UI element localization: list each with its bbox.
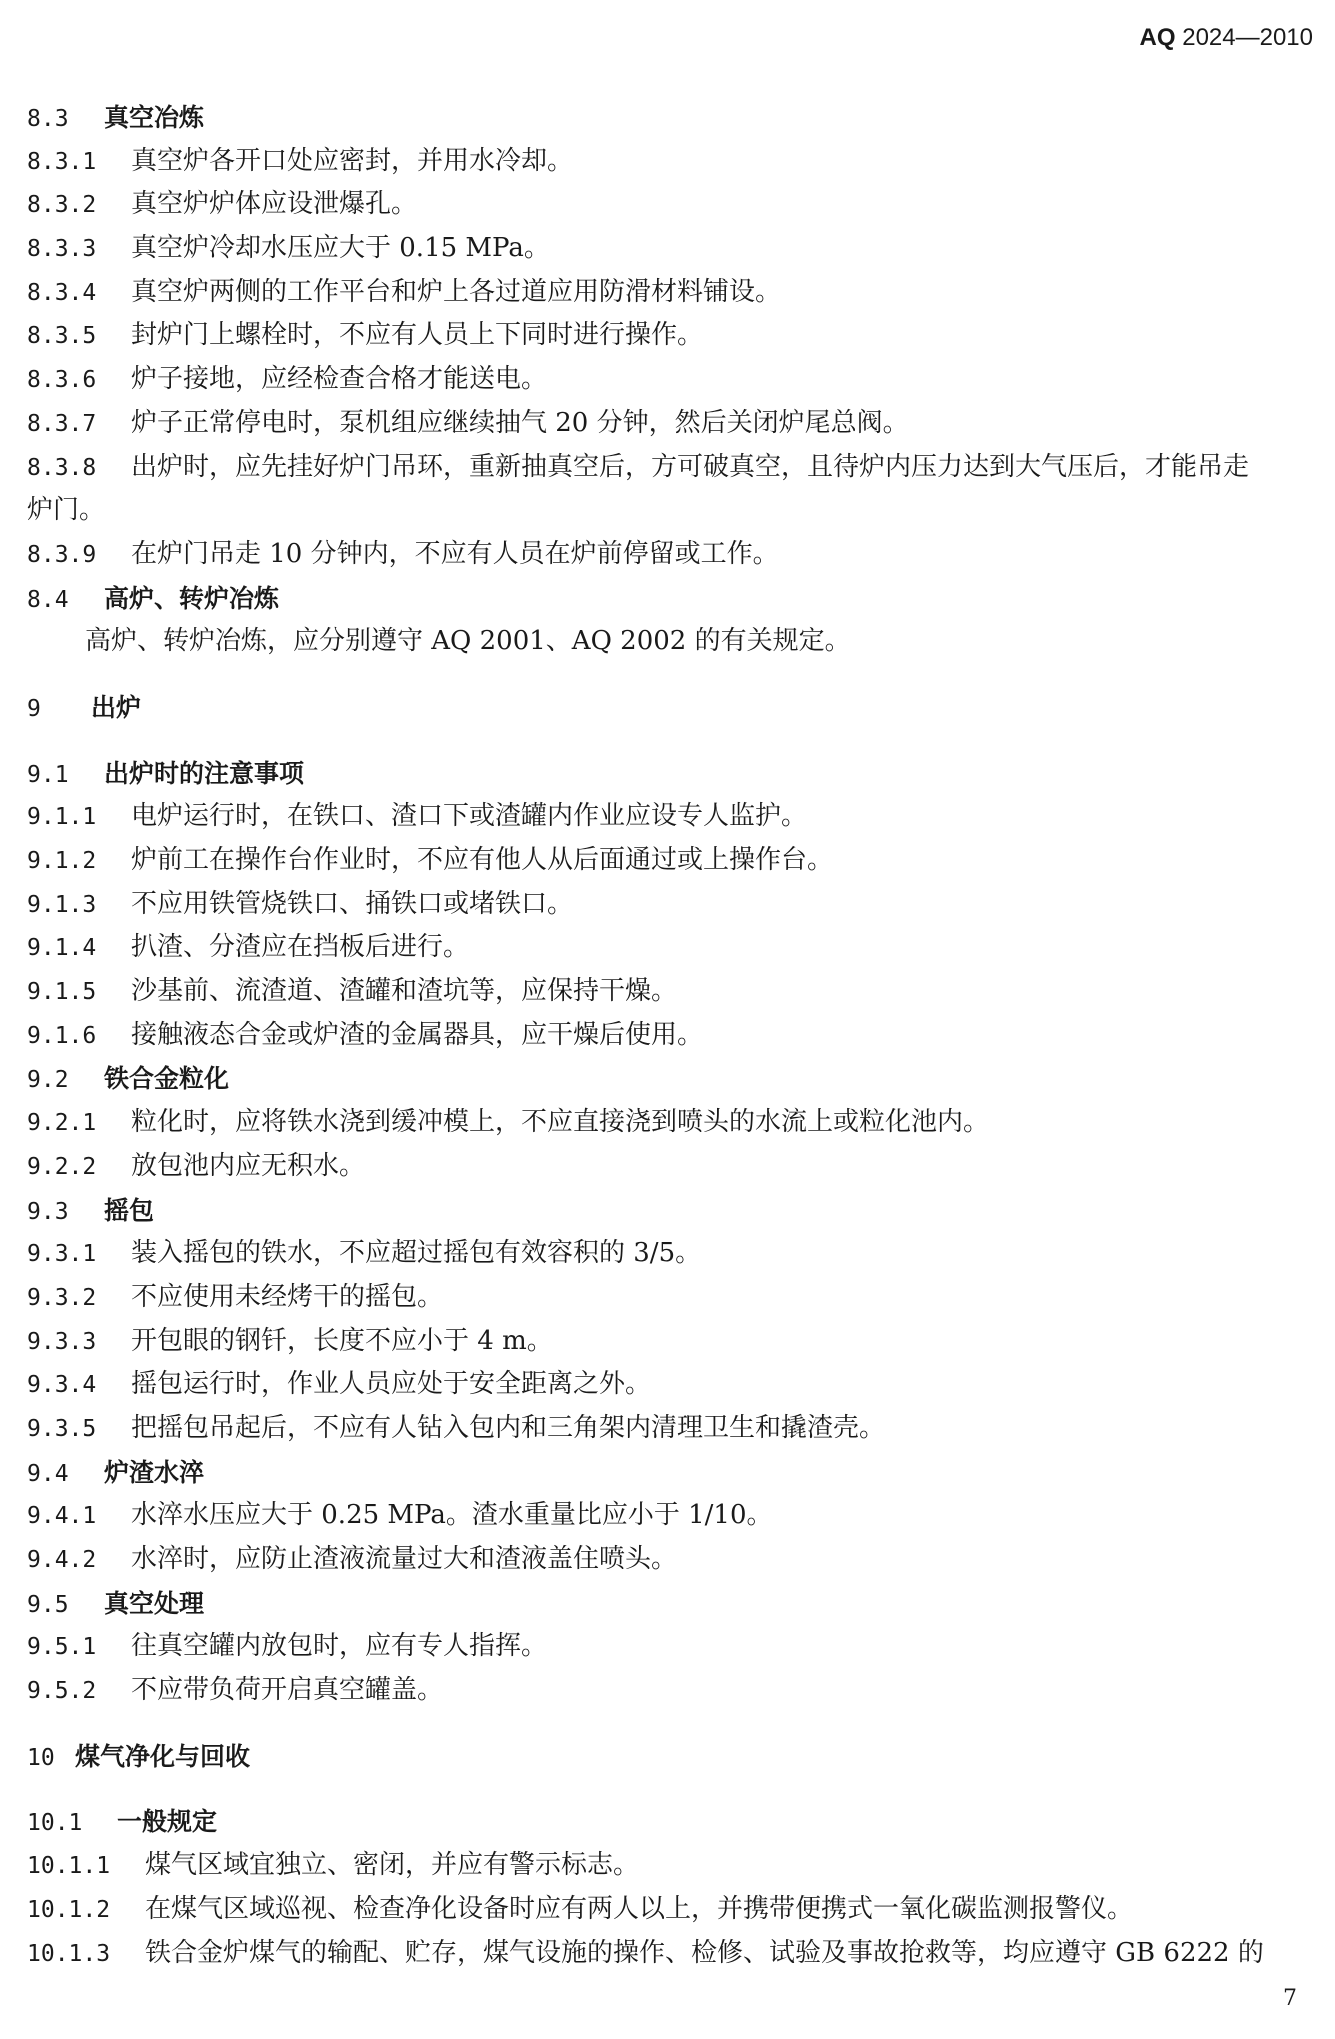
clause-9-3-3 [27, 1320, 1312, 1364]
clause-text: 水淬时，应防止渣液流量过大和渣液盖住喷头。 [131, 1544, 678, 1574]
clause-10-1-3 [27, 1932, 1312, 1976]
clause-9-3-1 [27, 1232, 1312, 1276]
clause-text: 摇包运行时，作业人员应处于安全距离之外。 [131, 1369, 652, 1400]
section-number: 9.3 [27, 1198, 69, 1225]
section-title: 出炉时的注意事项 [104, 758, 305, 788]
chapter-10 [27, 1735, 1312, 1779]
page-header [1140, 24, 1313, 52]
section-title: 高炉、转炉冶炼 [104, 583, 280, 613]
clause-text: 装入摇包的铁水，不应超过摇包有效容积的 3/5。 [131, 1238, 702, 1269]
clause-8-3-7 [27, 402, 1312, 446]
section-title: 铁合金粒化 [104, 1064, 230, 1094]
section-title: 真空冶炼 [104, 103, 205, 132]
section-8-4-paragraph: 高炉、转炉冶炼，应分别遵守 AQ 2001、AQ 2002 的有关规定。 [85, 626, 851, 657]
clause-number: 8.3.7 [27, 410, 97, 437]
clause-text: 在煤气区域巡视、检查净化设备时应有两人以上，并携带便携式一氧化碳监测报警仪。 [145, 1893, 1134, 1924]
clause-text: 真空炉冷却水压应大于 0.15 MPa。 [131, 233, 550, 264]
clause-8-3-4 [27, 271, 1312, 315]
clause-text: 出炉时，应先挂好炉门吊环，重新抽真空后，方可破真空，且待炉内压力达到大气压后，才能吊走 [131, 451, 1250, 482]
clause-text: 开包眼的钢钎，长度不应小于 4 m。 [131, 1325, 553, 1356]
clause-number: 8.3.5 [27, 323, 97, 350]
clause-text: 在炉门吊走 10 分钟内，不应有人员在炉前停留或工作。 [131, 538, 779, 569]
clause-9-3-4 [27, 1363, 1312, 1407]
clause-9-3-5 [27, 1407, 1312, 1451]
clause-text: 不应带负荷开启真空罐盖。 [131, 1675, 444, 1706]
clause-number: 9.2.2 [27, 1153, 97, 1180]
clause-9-5-2 [27, 1669, 1312, 1713]
clause-number: 10.1.1 [27, 1853, 111, 1880]
section-9-1 [27, 752, 1312, 796]
clause-8-3-8-continuation [27, 489, 1312, 533]
clause-number: 9.5.1 [27, 1634, 97, 1661]
clause-text: 铁合金炉煤气的输配、贮存，煤气设施的操作、检修、试验及事故抢救等，均应遵守 GB 6222 的 [145, 1937, 1264, 1968]
clause-number: 9.4.2 [27, 1547, 97, 1573]
section-title: 炉渣水淬 [104, 1457, 205, 1487]
clause-number: 9.3.4 [27, 1372, 97, 1399]
clause-9-2-1 [27, 1101, 1312, 1145]
clause-8-3-9 [27, 533, 1312, 577]
clause-text: 炉子接地，应经检查合格才能送电。 [131, 364, 548, 395]
clause-text: 沙基前、流渣道、渣罐和渣坑等，应保持干燥。 [131, 976, 678, 1007]
clause-number: 9.2.1 [27, 1110, 97, 1137]
clause-8-3-6 [27, 358, 1312, 402]
clause-9-1-4 [27, 926, 1312, 970]
clause-number: 9.3.2 [27, 1284, 97, 1311]
clause-9-5-1 [27, 1625, 1312, 1669]
clause-text: 真空炉各开口处应密封，并用水冷却。 [131, 145, 574, 176]
clause-number: 8.3.1 [27, 148, 97, 175]
clause-10-1-2 [27, 1888, 1312, 1932]
section-10-1 [27, 1800, 1312, 1844]
document-body [27, 96, 1312, 1975]
clause-number: 10.1.3 [27, 1940, 111, 1967]
clause-text: 煤气区域宜独立、密闭，并应有警示标志。 [145, 1850, 640, 1881]
clause-9-1-5 [27, 970, 1312, 1014]
section-8-3 [27, 96, 1312, 140]
clause-number: 8.3.8 [27, 454, 97, 481]
clause-9-1-1 [27, 795, 1312, 839]
section-number: 9.5 [27, 1591, 69, 1618]
clause-8-3-5 [27, 314, 1312, 358]
clause-text: 把摇包吊起后，不应有人钻入包内和三角架内清理卫生和撬渣壳。 [131, 1412, 886, 1443]
clause-text: 不应用铁管烧铁口、捅铁口或堵铁口。 [131, 888, 574, 919]
clause-text: 扒渣、分渣应在挡板后进行。 [131, 932, 470, 963]
section-number: 8.4 [27, 586, 69, 613]
clause-text: 电炉运行时，在铁口、渣口下或渣罐内作业应设专人监护。 [131, 801, 808, 832]
clause-9-4-2 [27, 1538, 1312, 1582]
section-number: 9.1 [27, 761, 69, 788]
clause-number: 9.1.5 [27, 979, 97, 1006]
clause-number: 8.3.2 [27, 192, 97, 219]
clause-8-3-3 [27, 227, 1312, 271]
clause-number: 8.3.9 [27, 541, 97, 568]
clause-text: 不应使用未经烤干的摇包。 [131, 1281, 444, 1312]
clause-number: 9.1.6 [27, 1022, 97, 1049]
clause-number: 9.3.1 [27, 1241, 97, 1268]
standard-prefix: AQ [1139, 24, 1176, 51]
clause-text: 接触液态合金或炉渣的金属器具，应干燥后使用。 [131, 1019, 704, 1050]
clause-number: 9.1.1 [27, 804, 97, 831]
section-title: 一般规定 [117, 1807, 218, 1837]
section-9-2 [27, 1057, 1312, 1101]
clause-text: 炉子正常停电时，泵机组应继续抽气 20 分钟，然后关闭炉尾总阀。 [131, 407, 909, 438]
chapter-title: 煤气净化与回收 [75, 1741, 251, 1771]
clause-10-1-1 [27, 1844, 1312, 1888]
section-number: 10.1 [27, 1810, 83, 1837]
section-9-3 [27, 1189, 1312, 1233]
clause-text-continuation: 炉门。 [27, 495, 106, 526]
clause-text: 炉前工在操作台作业时，不应有他人从后面通过或上操作台。 [131, 845, 834, 875]
clause-9-3-2 [27, 1276, 1312, 1320]
section-9-5 [27, 1582, 1312, 1626]
section-9-4 [27, 1451, 1312, 1495]
clause-number: 9.3.3 [27, 1328, 97, 1355]
section-number: 8.3 [27, 106, 69, 132]
clause-number: 9.1.2 [27, 848, 97, 874]
clause-8-3-1 [27, 140, 1312, 184]
clause-9-2-2 [27, 1145, 1312, 1189]
chapter-number: 9 [27, 695, 41, 722]
clause-number: 9.5.2 [27, 1678, 97, 1705]
section-number: 9.4 [27, 1460, 69, 1487]
clause-9-1-3 [27, 883, 1312, 927]
section-title: 摇包 [104, 1195, 155, 1225]
section-number: 9.2 [27, 1067, 69, 1094]
clause-number: 10.1.2 [27, 1896, 111, 1923]
clause-text: 粒化时，应将铁水浇到缓冲模上，不应直接浇到喷头的水流上或粒化池内。 [131, 1107, 990, 1138]
page-number: 7 [1283, 1986, 1297, 2011]
clause-text: 放包池内应无积水。 [131, 1150, 366, 1181]
clause-number: 9.3.5 [27, 1415, 97, 1442]
clause-text: 往真空罐内放包时，应有专人指挥。 [131, 1631, 548, 1662]
section-8-4 [27, 577, 1312, 621]
clause-9-4-1 [27, 1494, 1312, 1538]
section-title: 真空处理 [104, 1588, 205, 1618]
clause-number: 8.3.3 [27, 236, 97, 263]
clause-number: 8.3.6 [27, 367, 97, 394]
clause-8-3-2 [27, 183, 1312, 227]
chapter-9 [27, 686, 1312, 730]
clause-number: 9.1.3 [27, 891, 97, 918]
clause-number: 9.1.4 [27, 935, 97, 962]
clause-text: 水淬水压应大于 0.25 MPa。渣水重量比应小于 1/10。 [131, 1500, 773, 1531]
chapter-number: 10 [27, 1744, 55, 1771]
standard-number: 2024—2010 [1182, 24, 1313, 51]
clause-text: 封炉门上螺栓时，不应有人员上下同时进行操作。 [131, 320, 704, 351]
clause-8-3-8 [27, 446, 1312, 490]
clause-text: 真空炉炉体应设泄爆孔。 [131, 189, 418, 220]
clause-9-1-6 [27, 1014, 1312, 1058]
clause-number: 9.4.1 [27, 1503, 97, 1530]
clause-number: 8.3.4 [27, 279, 97, 306]
chapter-title: 出炉 [91, 692, 142, 722]
clause-9-1-2 [27, 839, 1312, 883]
clause-text: 真空炉两侧的工作平台和炉上各过道应用防滑材料铺设。 [131, 276, 782, 307]
